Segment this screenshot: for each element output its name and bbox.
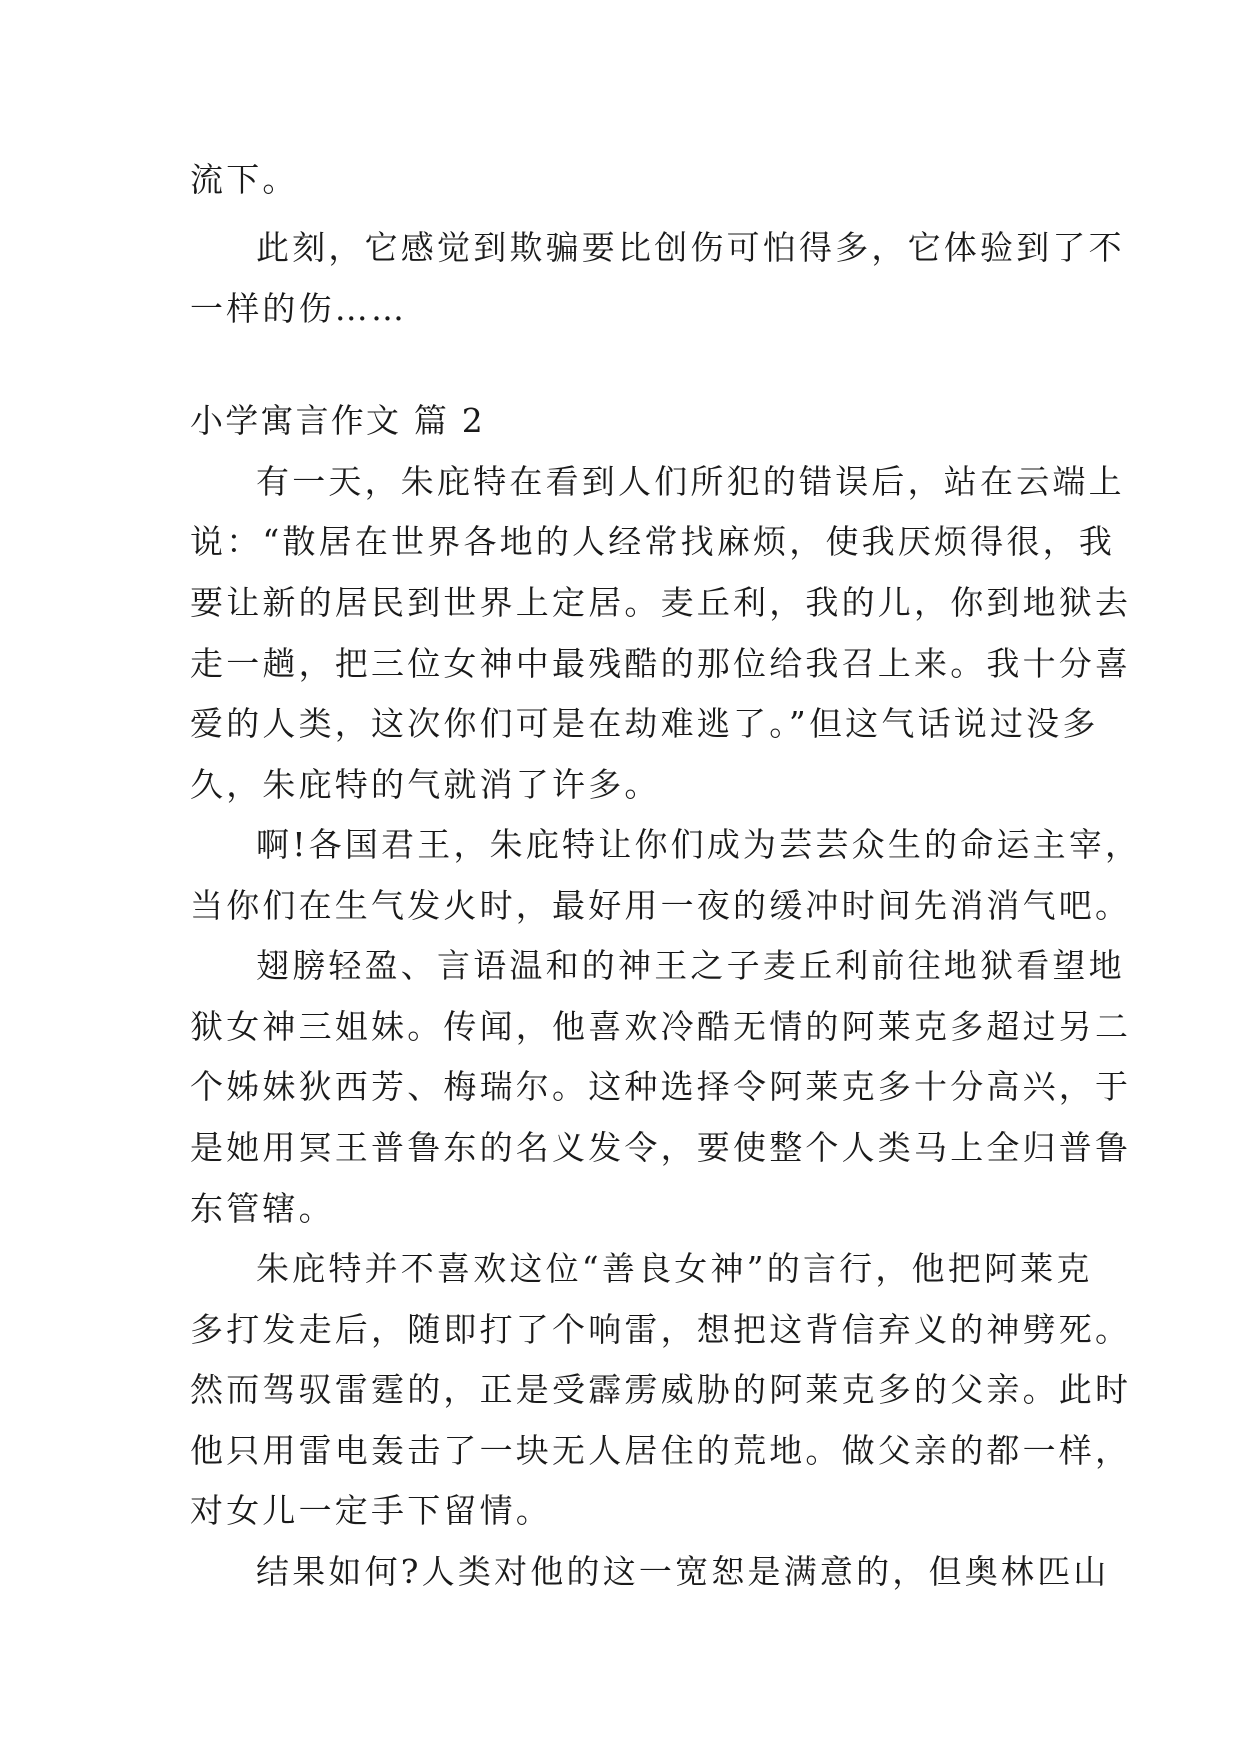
text-line: 是她用冥王普鲁东的名义发令，要使整个人类马上全归普鲁	[190, 1128, 1132, 1167]
text-line: 朱庇特并不喜欢这位“善良女神”的言行，他把阿莱克	[256, 1249, 1093, 1288]
text-line: 然而驾驭雷霆的，正是受霹雳威胁的阿莱克多的父亲。此时	[190, 1370, 1132, 1409]
text-line: 走一趟，把三位女神中最残酷的那位给我召上来。我十分喜	[190, 644, 1132, 683]
text-line: 他只用雷电轰击了一块无人居住的荒地。做父亲的都一样，	[190, 1431, 1132, 1470]
text-line: 啊!各国君王，朱庇特让你们成为芸芸众生的命运主宰，	[256, 825, 1142, 864]
text-line: 流下。	[190, 160, 299, 199]
text-line: 爱的人类，这次你们可是在劫难逃了。”但这气话说过没多	[190, 704, 1099, 743]
text-line: 个姊妹狄西芳、梅瑞尔。这种选择令阿莱克多十分高兴，于	[190, 1067, 1132, 1106]
text-line: 久，朱庇特的气就消了许多。	[190, 765, 661, 804]
text-line: 东管辖。	[190, 1189, 335, 1228]
text-line: 结果如何?人类对他的这一宽恕是满意的，但奥林匹山	[256, 1552, 1110, 1591]
text-line: 多打发走后，随即打了个响雷，想把这背信弃义的神劈死。	[190, 1310, 1132, 1349]
text-line: 此刻，它感觉到欺骗要比创伤可怕得多，它体验到了不	[256, 228, 1125, 267]
text-line: 说：“散居在世界各地的人经常找麻烦，使我厌烦得很，我	[190, 522, 1116, 561]
text-line: 对女儿一定手下留情。	[190, 1491, 552, 1530]
text-line: 要让新的居民到世界上定居。麦丘利，我的儿，你到地狱去	[190, 583, 1132, 622]
section-heading: 小学寓言作文 篇 2	[190, 401, 485, 440]
text-line: 有一天，朱庇特在看到人们所犯的错误后，站在云端上	[256, 462, 1125, 501]
text-line: 狱女神三姐妹。传闻，他喜欢冷酷无情的阿莱克多超过另二	[190, 1007, 1132, 1046]
text-line: 一样的伤……	[190, 289, 408, 328]
text-line: 翅膀轻盈、言语温和的神王之子麦丘利前往地狱看望地	[256, 946, 1125, 985]
text-line: 当你们在生气发火时，最好用一夜的缓冲时间先消消气吧。	[190, 886, 1132, 925]
